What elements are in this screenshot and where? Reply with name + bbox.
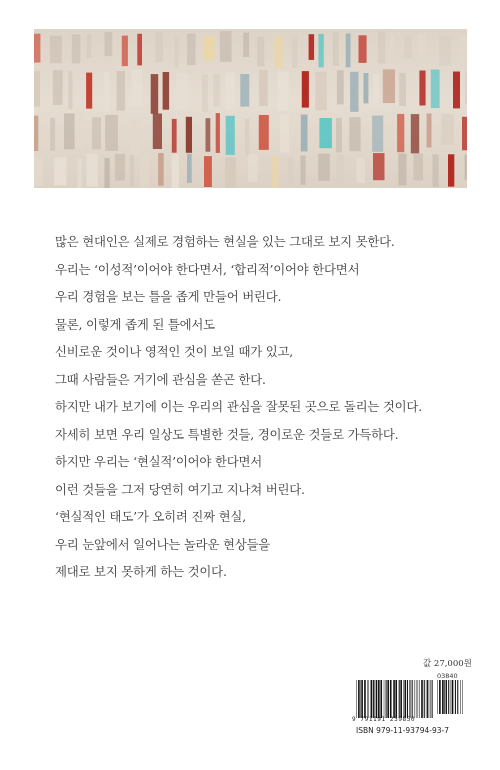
art-stroke — [390, 34, 394, 59]
barcode-bar — [451, 680, 452, 714]
text-line: 신비로운 것이나 영적인 것이 보일 때가 있고, — [55, 344, 294, 359]
text-line: 하지만 내가 보기에 이는 우리의 관심을 잘못된 곳으로 돌리는 것이다. — [55, 399, 422, 414]
art-stroke — [172, 119, 177, 153]
art-stroke — [132, 70, 143, 106]
art-stroke — [187, 154, 192, 183]
art-stroke — [187, 34, 196, 65]
barcode-bar — [427, 680, 428, 718]
barcode-bar — [384, 680, 385, 718]
barcode-addon-code: 03840 — [437, 672, 458, 680]
art-stroke — [413, 153, 423, 180]
art-stroke — [274, 36, 283, 67]
art-stroke — [364, 73, 369, 103]
art-stroke — [50, 36, 62, 63]
barcode-bar — [460, 680, 461, 714]
art-stroke — [411, 114, 419, 153]
barcode-bar — [448, 680, 449, 714]
art-stroke — [87, 34, 92, 58]
barcode-bar — [462, 680, 463, 714]
art-stroke — [245, 119, 249, 156]
price-label: 값 27,000원 — [423, 659, 472, 669]
art-stroke — [175, 37, 179, 68]
art-stroke — [397, 114, 404, 152]
barcode-bar — [400, 680, 402, 718]
art-stroke — [399, 73, 406, 106]
text-line: 우리 눈앞에서 일어나는 놀라운 현상들을 — [55, 536, 271, 552]
art-stroke — [404, 34, 412, 59]
art-stroke — [292, 36, 297, 68]
art-stroke — [465, 71, 467, 104]
barcode-bar — [457, 680, 458, 714]
barcode-bar — [386, 680, 387, 718]
art-stroke — [398, 154, 406, 186]
art-stroke — [301, 115, 308, 152]
art-stroke — [373, 153, 385, 180]
barcode-bar — [432, 680, 433, 718]
barcode-bar — [446, 680, 447, 714]
barcode-bar — [421, 680, 423, 718]
art-stroke — [465, 155, 468, 180]
art-stroke — [78, 159, 82, 188]
art-stroke — [163, 72, 170, 110]
barcode-bar — [452, 680, 454, 714]
art-stroke — [105, 115, 118, 151]
text-line: 제대로 보지 못하게 하는 것이다. — [55, 564, 227, 579]
art-stroke — [140, 155, 149, 188]
art-stroke — [336, 118, 342, 152]
barcode-bar — [455, 680, 456, 714]
art-stroke — [53, 70, 63, 105]
barcode-bar — [361, 680, 363, 718]
barcode-bar — [419, 680, 420, 718]
barcode-bar — [393, 680, 395, 718]
art-stroke — [122, 36, 128, 67]
art-stroke — [54, 157, 66, 185]
art-stroke — [257, 37, 264, 66]
art-stroke — [240, 74, 249, 107]
art-stroke — [105, 32, 113, 56]
text-line: ‘현실적인 태도’가 오히려 진짜 현실, — [55, 509, 246, 524]
art-stroke — [117, 71, 125, 111]
art-stroke — [278, 72, 289, 111]
barcode-bar — [404, 680, 406, 718]
art-stroke — [204, 156, 212, 187]
art-stroke — [461, 36, 467, 62]
art-stroke — [225, 157, 236, 188]
text-line: 이런 것들을 그저 당연히 여기고 지나쳐 버린다. — [55, 481, 305, 497]
art-stroke — [357, 157, 365, 183]
text-line: 하지만 우리는 ‘현실적’이어야 한다면서 — [55, 454, 263, 469]
art-stroke — [204, 36, 215, 60]
art-stroke — [172, 154, 179, 188]
barcode-bar — [369, 680, 370, 718]
art-stroke — [337, 70, 344, 104]
isbn-text: ISBN 979-11-93794-93-7 — [356, 726, 449, 735]
barcode-bar — [387, 680, 389, 718]
barcode-bar — [395, 680, 397, 718]
art-stroke — [248, 154, 258, 182]
barcode-bar — [399, 680, 400, 718]
barcode-bar — [380, 680, 382, 718]
barcode-bar — [374, 680, 375, 718]
art-stroke — [213, 74, 220, 107]
art-stroke — [333, 32, 339, 66]
barcode-bar — [424, 680, 425, 718]
art-stroke — [431, 70, 440, 109]
text-line: 물론, 이렇게 좁게 된 틀에서도 — [55, 316, 215, 332]
art-stroke — [259, 70, 268, 106]
art-stroke — [349, 117, 360, 151]
art-stroke — [319, 34, 324, 67]
art-stroke — [34, 157, 43, 186]
text-line: 자세히 보면 우리 일상도 특별한 것들, 경이로운 것들로 가득하다. — [55, 426, 399, 442]
art-stroke — [419, 71, 425, 106]
art-stroke — [153, 114, 162, 150]
art-stroke — [86, 73, 92, 109]
barcode-bar — [371, 680, 373, 718]
art-stroke — [359, 35, 367, 63]
barcode-bar — [426, 680, 427, 718]
art-stroke — [50, 118, 55, 151]
barcode-digits: 9 791191 239850 — [352, 716, 416, 723]
art-stroke — [202, 75, 208, 112]
barcode-bar — [407, 680, 408, 718]
art-stroke — [350, 72, 358, 112]
barcode-bar — [390, 680, 392, 718]
art-stroke — [288, 158, 293, 186]
art-stroke — [372, 116, 383, 152]
text-line: 많은 현대인은 실제로 경험하는 현실을 있는 그대로 보지 못한다. — [55, 234, 395, 249]
art-stroke — [87, 154, 98, 187]
art-stroke — [378, 31, 385, 63]
barcode-bar — [439, 680, 441, 714]
barcode-main — [356, 680, 433, 718]
barcode-bar — [356, 680, 357, 718]
art-stroke — [302, 71, 309, 108]
art-stroke — [309, 34, 315, 60]
art-stroke — [453, 72, 460, 109]
art-stroke — [318, 154, 330, 181]
barcode-bar — [360, 680, 361, 718]
art-stroke — [130, 155, 134, 186]
barcode-bar — [414, 680, 415, 718]
art-stroke — [226, 116, 235, 155]
barcode-bar — [442, 680, 444, 714]
barcode-bar — [444, 680, 445, 714]
cover-art-image — [34, 29, 467, 188]
text-line: 우리 경험을 보는 틀을 좁게 만들어 버린다. — [55, 289, 282, 304]
art-stroke — [337, 155, 345, 186]
barcode-bar — [378, 680, 380, 718]
art-stroke — [432, 154, 438, 187]
barcode-bar — [412, 680, 413, 718]
art-stroke — [441, 114, 454, 145]
art-stroke — [34, 71, 40, 106]
art-stroke — [104, 72, 110, 111]
barcode-bar — [418, 680, 419, 718]
art-stroke — [177, 74, 189, 110]
text-line: 우리는 ‘이성적’이어야 한다면서, ‘합리적’이어야 한다면서 — [55, 261, 360, 277]
art-stroke — [206, 118, 211, 152]
art-stroke — [383, 69, 395, 103]
barcode-bar — [430, 680, 431, 718]
art-stroke — [243, 33, 249, 57]
barcode-bar — [358, 680, 360, 718]
barcode-bar — [403, 680, 404, 718]
art-stroke — [319, 118, 332, 148]
art-stroke — [158, 153, 164, 186]
art-stroke — [315, 72, 326, 110]
art-stroke — [271, 156, 278, 188]
barcode-bar — [437, 680, 438, 714]
art-stroke — [448, 154, 454, 186]
art-stroke — [92, 117, 101, 149]
art-stroke — [64, 113, 75, 149]
art-stroke — [151, 74, 159, 114]
art-stroke — [137, 34, 142, 66]
art-stroke — [373, 74, 379, 107]
barcode-bar — [376, 680, 378, 718]
art-stroke — [68, 71, 72, 109]
back-cover-text — [55, 228, 465, 586]
art-stroke — [72, 34, 81, 63]
art-stroke — [216, 113, 220, 153]
barcode-bar — [409, 680, 410, 718]
art-stroke — [300, 156, 305, 185]
barcode-bar — [367, 680, 368, 718]
art-stroke — [34, 34, 40, 63]
barcode-addon — [437, 680, 464, 714]
art-stroke — [34, 116, 38, 151]
art-stroke — [220, 31, 232, 62]
art-stroke — [115, 154, 125, 181]
art-stroke — [346, 34, 351, 68]
art-stroke — [186, 117, 192, 153]
barcode-bar — [429, 680, 430, 718]
text-line: 그때 사람들은 거기에 관심을 쏟곤 한다. — [55, 371, 266, 387]
art-stroke — [439, 36, 451, 66]
art-stroke — [259, 115, 269, 150]
art-stroke — [462, 117, 467, 151]
art-stroke — [105, 158, 110, 188]
barcode-bar — [373, 680, 374, 718]
barcode-bar — [364, 680, 366, 718]
art-stroke — [280, 114, 289, 152]
art-stroke — [427, 114, 432, 148]
barcode-bar — [416, 680, 417, 718]
art-stroke — [130, 118, 140, 156]
art-stroke — [155, 32, 163, 62]
art-stroke — [226, 73, 235, 110]
art-stroke — [417, 34, 425, 61]
art-stroke — [80, 113, 84, 148]
